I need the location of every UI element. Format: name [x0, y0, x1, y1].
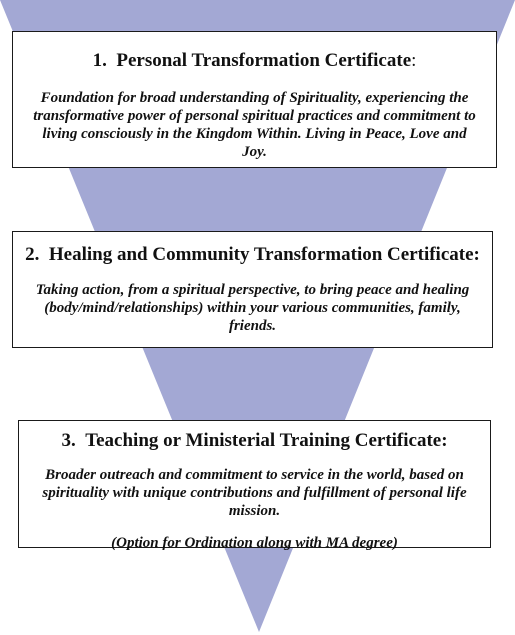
certificate-name: Healing and Community Transformation Certificate: [48, 244, 480, 265]
certificate-name: Personal Transformation Certificate [116, 50, 412, 71]
certificate-description: Broader outreach and commitment to service in the world, based on spirituality with unique contributions and fulfillment of personal life mission. [42, 466, 467, 519]
certificate-card-1 [12, 31, 497, 168]
certificate-name: Teaching or Ministerial Training Certificate: [85, 430, 448, 451]
certificate-card-3 [18, 420, 491, 551]
certificate-number: 3. [61, 430, 76, 451]
certificate-number: 1. [92, 50, 107, 71]
certificate-title [23, 244, 482, 267]
certificate-description: Taking action, from a spiritual perspective, to bring peace and healing (body/mind/relationships) within your various communities, family, friends. [35, 281, 470, 334]
certificate-number: 2. [25, 244, 40, 265]
certificate-description: Foundation for broad understanding of Spirituality, experiencing the transformative power of personal spiritual practices and commitment to living consciously in the Kingdom Within. Living in Peace, Love and Joy. [33, 89, 476, 160]
certificate-title [27, 430, 482, 453]
certificate-title [33, 50, 476, 73]
certificate-title-colon: : [411, 50, 417, 71]
certificate-card-2 [12, 231, 493, 348]
certificate-note: (Option for Ordination along with MA degree) [111, 534, 398, 551]
